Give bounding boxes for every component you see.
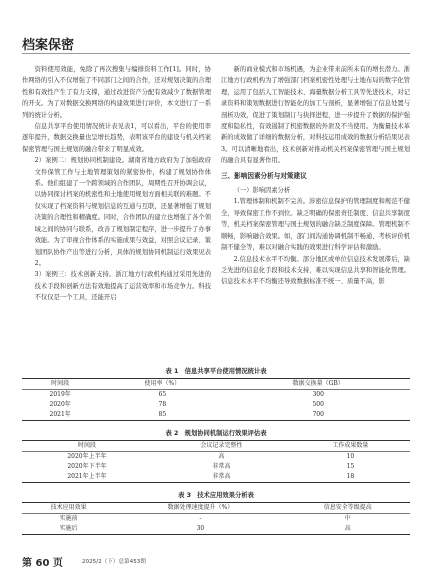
table-3-caption: 表 3 技术应用效果分析表 [178,492,254,499]
table-cell: 实施前 [59,515,78,522]
table-row [22,452,410,463]
table-cell: 2021年 [49,411,71,418]
table-cell: 500 [312,401,324,408]
table-row [22,514,410,525]
table-cell: 65 [158,391,167,398]
table-cell: 30 [196,525,205,532]
table-row [22,524,410,535]
table-cell: 700 [312,411,324,418]
table-3 [22,490,410,535]
paragraph: 新的商业模式和市场机遇，为企业带来前所未有的增长潜力。浙江地方行政机构为了增强部门档案机密性处理与土地布局的数字化管理，运用了包括人工智能技术、海量数据分析工具等先进技术，对记录资料和策划数据进行智能化的加工与剖析，显著增强了信息处置与剖析功效，促进了策划制订与抉择进程，进一步提升了数据的保护强度和隐私性，有效遏制了机密数据的外泄及不当使用。为衡量技术革新的成效做了详细的数据分析，对科技运用成效的数据分析结果见表3。可以清晰地看出，技术创新对推动机关档案保密管理与国土规划的融合具有显著作用。 [221,66,410,165]
page-footer [22,552,410,572]
case-two-paragraph: 2）案例二：规划协同机制建设。湖南省地方政府为了加强政府文件保管工作与土地管理策划的紧密协作，构建了规划协作体系。他们组建了一个跨领域的合作团队，周期性召开协调会议，以协同探讨档案的机密性和土地使用规划方面相关联的难题。不仅实现了档案资料与规划信息的互通与互联，还显著增强了规划决策的合理性和精确度。同时，合作团队的建立也增强了各个领域之间的协同与联系，改善了规划制定程序，进一步提升了办事效能。为了审视合作体系的实施成果与效益，对照会议记录、策划团队协作产出等进行分析，具体的规划协同机制运行效果见表2。 [34,157,211,267]
page-number: 第 60 页 [22,558,63,569]
table-2 [22,428,410,483]
paragraph: 1.管理体制和机制不完善。涉密信息保护的管理制度和规范不健全，导致保密工作不到位。缺乏明确的保密责任制度、信息共享制度等，机关档案保密管理与国土规划的融合缺乏制度保障。管理机制不顺畅，影响融合效果。如，部门间沟通协调机制不畅通、考核评价机制不健全等，难以对融合实践的效果进行科学评估和激励。 [221,198,410,252]
table-header-cell: 时间段 [51,380,70,387]
paragraph: 信息共享平台使用情况统计表见表1，可以看出，平台的使用率逐年提升，数据交换量也呈增长趋势，表明该平台的建设与机关档案保密管理与国土规划的融合带来了明显成效。 [22,123,211,153]
table-cell: 2021年上半年 [67,473,107,480]
table-cell: 高 [218,453,225,460]
table-1-grid [22,378,410,421]
table-header-row [22,503,410,514]
table-header-row [22,379,410,390]
table-cell: 2019年 [49,391,71,398]
table-cell: 300 [312,391,324,398]
table-cell: 2020年 [49,401,71,408]
issue-info: 2025/2（下）总第453期 [82,559,146,565]
table-header-cell: 数据交换量（GB） [292,380,344,387]
header-rule [22,53,410,54]
table-1-caption: 表 1 信息共享平台使用情况统计表 [165,368,267,375]
table-header-cell: 会议记录完整性 [200,442,243,449]
table-2-grid [22,440,410,483]
subsection-heading: （一）影响因素分析 [233,187,291,195]
section-title: 档案保密 [22,38,75,53]
table-1 [22,366,410,421]
paragraph: 2.信息技术水平不均衡。部分地区或单位信息技术发展滞后，缺乏先进的信息化手段和技术支持，难以实现信息共享和智能化管理。信息技术水平不均衡还导致数据标准不统一、质量不高，影 [221,255,410,286]
right-column [221,64,410,288]
table-header-cell: 使用率（%） [144,380,181,387]
table-header-cell: 信息安全等级提高 [323,504,372,511]
table-header-row [22,441,410,452]
case-three-paragraph: 3）案例三：技术创新支持。浙江地方行政机构通过采用先进的技术手段和创新方法有效地提高了运营效率和市场竞争力。科技不仅仅是一个工具，还能开启 [34,271,211,302]
table-row [22,462,410,472]
table-row [22,410,410,421]
table-cell: 高 [344,525,351,532]
table-header-cell: 工作成果数量 [332,442,369,449]
section-three-heading: 三、影响因素分析与对策建议 [221,171,307,180]
table-header-cell: 时间段 [77,442,96,449]
table-cell: 中 [344,515,351,522]
table-header-cell: 技术应用效果 [50,504,87,511]
table-row [22,472,410,483]
table-cell: 85 [158,411,167,418]
table-2-caption: 表 2 规划协同机制运行效果评估表 [165,430,267,437]
table-cell: 18 [346,473,355,480]
left-column [22,64,211,304]
table-cell: 2020年下半年 [67,463,107,470]
table-cell: 78 [158,401,167,408]
table-row [22,400,410,410]
table-cell: 非常高 [212,473,231,480]
table-row [22,390,410,401]
table-cell: - [199,515,202,522]
table-cell: 非常高 [212,463,231,470]
table-cell: 实施后 [59,525,78,532]
table-header-cell: 数据处理速度提升（%） [167,504,234,511]
table-3-grid [22,502,410,535]
section-header [22,32,410,54]
table-cell: 15 [346,463,355,470]
paragraph: 资料使用效能，免除了再次搜集与编排资料工作[1]。同时，协作网络的引入不仅增强了不同部门之间的合作，还对规划决策的合理性和有效性产生了有力支撑，通过改进资产分配有效减少了数据管理的开支。为了对数据交换网络的构建效果进行评价，本文进行了一系列的统计分析。 [22,66,211,119]
table-cell: 10 [346,453,355,460]
table-cell: 2020年上半年 [67,453,107,460]
